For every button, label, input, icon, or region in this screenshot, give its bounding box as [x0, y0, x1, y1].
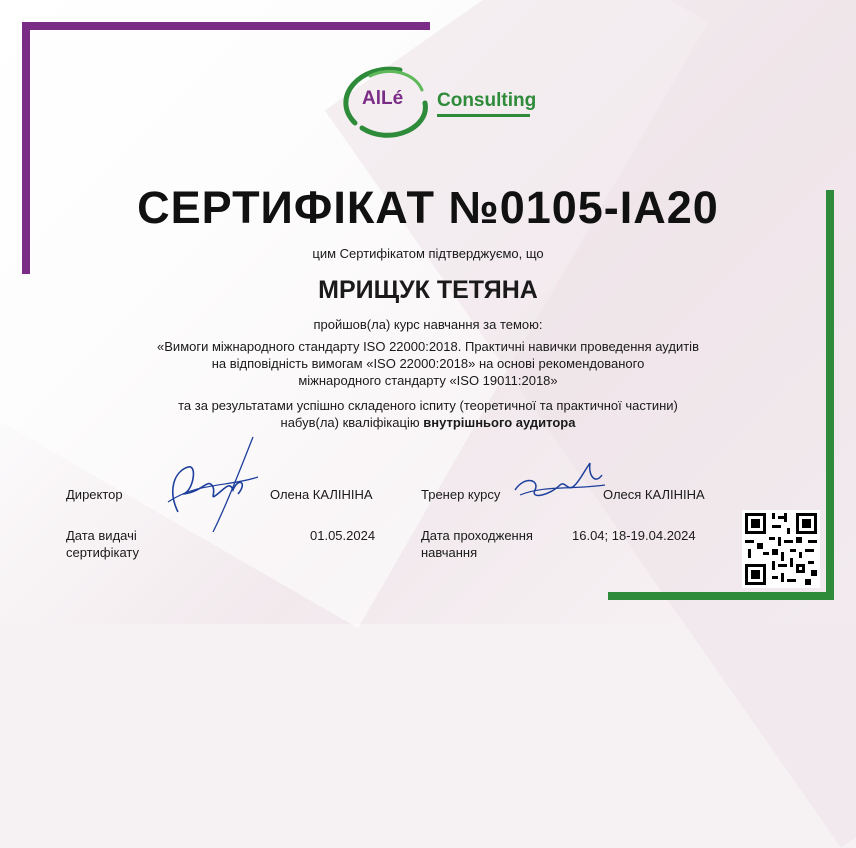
qualification: внутрішнього аудитора: [423, 415, 576, 430]
director-label: Директор: [66, 487, 123, 502]
issue-date-label: [66, 527, 139, 561]
logo-consulting: Consulting: [437, 90, 537, 111]
director-name: Олена КАЛІНІНА: [270, 487, 373, 502]
result-line: та за результатами успішно складеного іспиту (теоретичної та практичної частини): [178, 398, 678, 413]
issue-date-label-line: Дата видачі: [66, 528, 137, 543]
logo-brand: AlLé: [362, 88, 404, 109]
course-line: міжнародного стандарту «ISO 19011:2018»: [298, 373, 558, 388]
trainer-signature-icon: [510, 455, 610, 510]
qr-code-icon: [742, 510, 820, 588]
completed-line: пройшов(ла) курс навчання за темою:: [313, 317, 543, 332]
issue-date-label-line: сертифікату: [66, 545, 139, 560]
course-line: «Вимоги міжнародного стандарту ISO 22000:2018. Практичні навички проведення аудитів: [157, 339, 699, 354]
training-date-label-line: Дата проходження: [421, 528, 533, 543]
trainer-name: Олеся КАЛІНІНА: [603, 487, 705, 502]
purple-frame-left: [22, 22, 30, 274]
training-dates: 16.04; 18-19.04.2024: [572, 528, 696, 543]
training-date-label: [421, 527, 533, 561]
certificate-title: СЕРТИФІКАТ №0105-IA20: [137, 182, 719, 233]
course-line: на відповідність вимогам «ISO 22000:2018» на основі рекомендованого: [211, 356, 645, 371]
director-signature-icon: [158, 432, 268, 537]
training-date-label-line: навчання: [421, 545, 478, 560]
result-text: [0, 397, 856, 431]
confirm-line: цим Сертифікатом підтверджуємо, що: [312, 246, 544, 261]
course-description: [0, 338, 856, 389]
result-prefix: набув(ла) кваліфікацію: [280, 415, 424, 430]
logo-underline: [437, 114, 530, 117]
result-line-2: [0, 414, 856, 431]
green-frame-bottom: [608, 592, 834, 600]
holder-name: МРИЩУК ТЕТЯНА: [318, 276, 538, 304]
trainer-label: Тренер курсу: [421, 487, 501, 502]
purple-frame-top: [22, 22, 430, 30]
issue-date: 01.05.2024: [310, 528, 376, 543]
